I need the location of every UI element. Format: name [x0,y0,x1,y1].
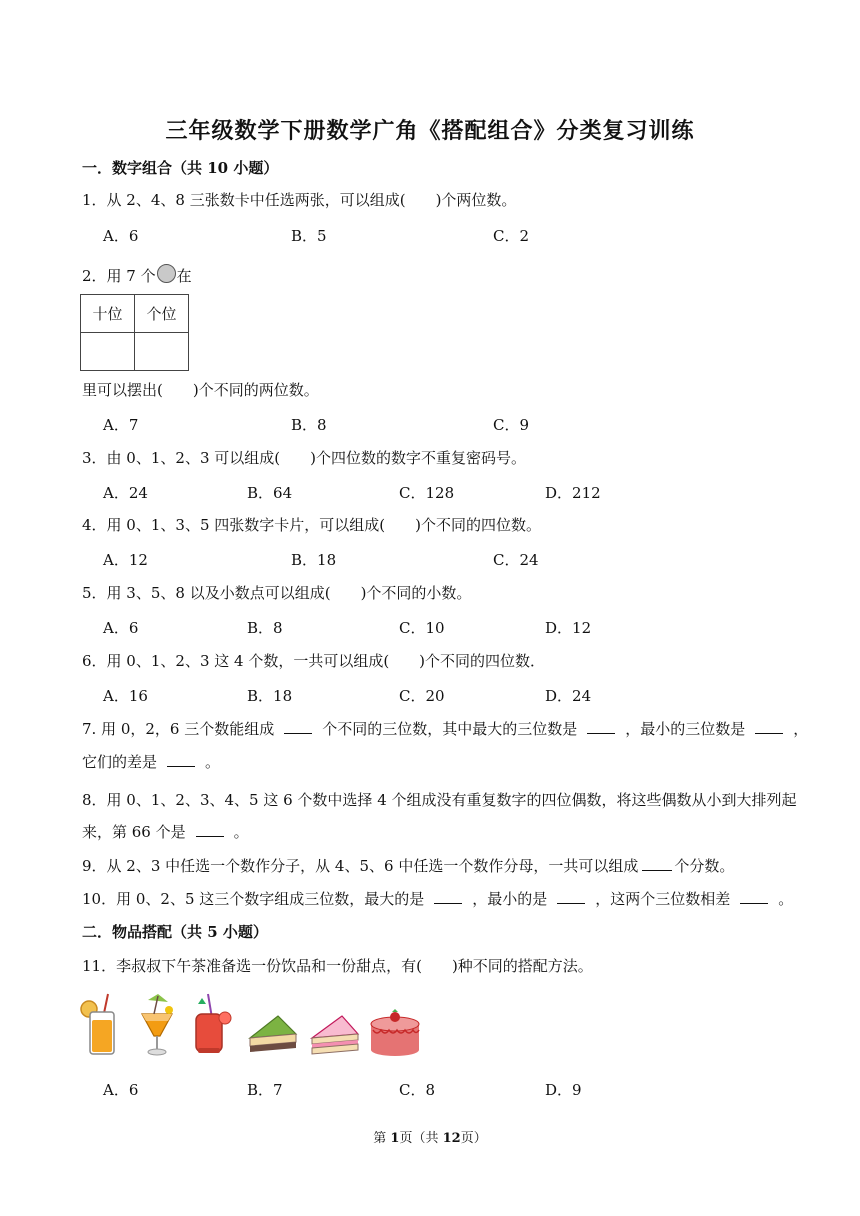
q5-option-a: A．6 [103,619,139,637]
q3-option-b: B．64 [247,484,293,502]
q2-option-c: C．9 [493,416,530,434]
q7-text-4: ， [793,720,809,738]
question-5: 5．用 3、5、8 以及小数点可以组成( )个不同的小数。 [82,584,472,602]
current-page-number: 1 [390,1131,400,1146]
q1-option-a: A．6 [103,227,139,245]
q6-option-b: B．18 [247,687,293,705]
q3-option-d: D．212 [545,484,601,502]
place-value-table [80,294,189,371]
total-page-count: 12 [442,1131,461,1146]
q8-text-3: 。 [233,823,249,841]
q7-text-3: ，最小的三位数是 [625,720,746,738]
question-8-line-2 [82,821,249,842]
q6-option-d: D．24 [545,687,592,705]
q2-option-a: A．7 [103,416,139,434]
q6-option-a: A．16 [103,687,148,705]
answer-blank[interactable] [642,856,672,871]
answer-blank[interactable] [196,822,224,837]
section-heading-1: 一．数字组合（共 10 小题） [82,159,279,177]
q7-text-5: 它们的差是 [82,753,158,771]
circle-icon [157,264,176,283]
q9-text-1: 9．从 2、3 中任选一个数作分子，从 4、5、6 中任选一个数作分母，一共可以组成 [82,857,639,875]
q11-option-b: B．7 [247,1081,283,1099]
table-header-ones: 个位 [135,295,189,333]
answer-blank[interactable] [167,752,195,767]
q11-option-c: C．8 [399,1081,436,1099]
footer-text-1: 第 [373,1131,391,1146]
answer-blank[interactable] [284,719,312,734]
question-4: 4．用 0、1、3、5 四张数字卡片，可以组成( )个不同的四位数。 [82,516,541,534]
q4-option-a: A．12 [103,551,148,569]
green-cake-icon [250,1016,296,1052]
answer-blank[interactable] [740,889,768,904]
table-cell-ones [135,333,189,371]
question-3: 3．由 0、1、2、3 可以组成( )个四位数的数字不重复密码号。 [82,449,526,467]
table-cell-tens [81,333,135,371]
question-7-line-2 [82,751,220,772]
q11-option-d: D．9 [545,1081,582,1099]
q11-option-a: A．6 [103,1081,139,1099]
question-9 [82,855,734,876]
q7-text-1: 7. 用 0，2，6 三个数能组成 [82,720,275,738]
q8-text-2: 来，第 66 个是 [82,823,186,841]
q4-option-b: B．18 [291,551,337,569]
red-drink-icon [196,994,231,1053]
drinks-and-desserts-image [80,990,440,1060]
table-header-tens: 十位 [81,295,135,333]
q5-option-d: D．12 [545,619,592,637]
page-title: 三年级数学下册数学广角《搭配组合》分类复习训练 [165,118,695,144]
q10-text-4: 。 [778,890,794,908]
question-8: 8．用 0、1、2、3、4、5 这 6 个数中选择 4 个组成没有重复数字的四位偶数，将这些偶数从小到大排列起 [82,791,797,809]
footer-text-2: 页（共 [399,1131,443,1146]
question-1: 1．从 2、4、8 三张数卡中任选两张，可以组成( )个两位数。 [82,191,517,209]
q5-option-c: C．10 [399,619,445,637]
q2-text-after: 在 [176,267,192,285]
q1-option-c: C．2 [493,227,530,245]
question-11: 11．李叔叔下午茶准备选一份饮品和一份甜点，有( )种不同的搭配方法。 [82,957,593,975]
q2-text-before: 2．用 7 个 [82,267,156,285]
cocktail-icon [142,994,173,1055]
q10-text-3: ，这两个三位数相差 [595,890,731,908]
strawberry-cake-icon [371,1009,419,1056]
q5-option-b: B．8 [247,619,283,637]
q10-text-2: ，最小的是 [472,890,548,908]
section-heading-2: 二．物品搭配（共 5 小题） [82,923,268,941]
q1-option-b: B．5 [291,227,327,245]
question-10 [82,888,793,909]
q9-text-2: 个分数。 [674,857,735,875]
question-2 [82,264,192,286]
q10-text-1: 10．用 0、2、5 这三个数字组成三位数，最大的是 [82,890,425,908]
q6-option-c: C．20 [399,687,445,705]
answer-blank[interactable] [434,889,462,904]
page-footer [0,1127,860,1146]
q7-text-6: 。 [205,753,221,771]
question-7 [82,718,808,739]
q3-option-a: A．24 [103,484,148,502]
answer-blank[interactable] [557,889,585,904]
question-2-tail: 里可以摆出( )个不同的两位数。 [82,381,319,399]
answer-blank[interactable] [755,719,783,734]
question-6: 6．用 0、1、2、3 这 4 个数，一共可以组成( )个不同的四位数． [82,652,546,670]
orange-juice-icon [81,994,114,1054]
q4-option-c: C．24 [493,551,539,569]
pink-cake-icon [312,1016,358,1054]
footer-text-3: 页） [460,1131,487,1146]
answer-blank[interactable] [587,719,615,734]
q2-option-b: B．8 [291,416,327,434]
q7-text-2: 个不同的三位数，其中最大的三位数是 [322,720,578,738]
q3-option-c: C．128 [399,484,455,502]
